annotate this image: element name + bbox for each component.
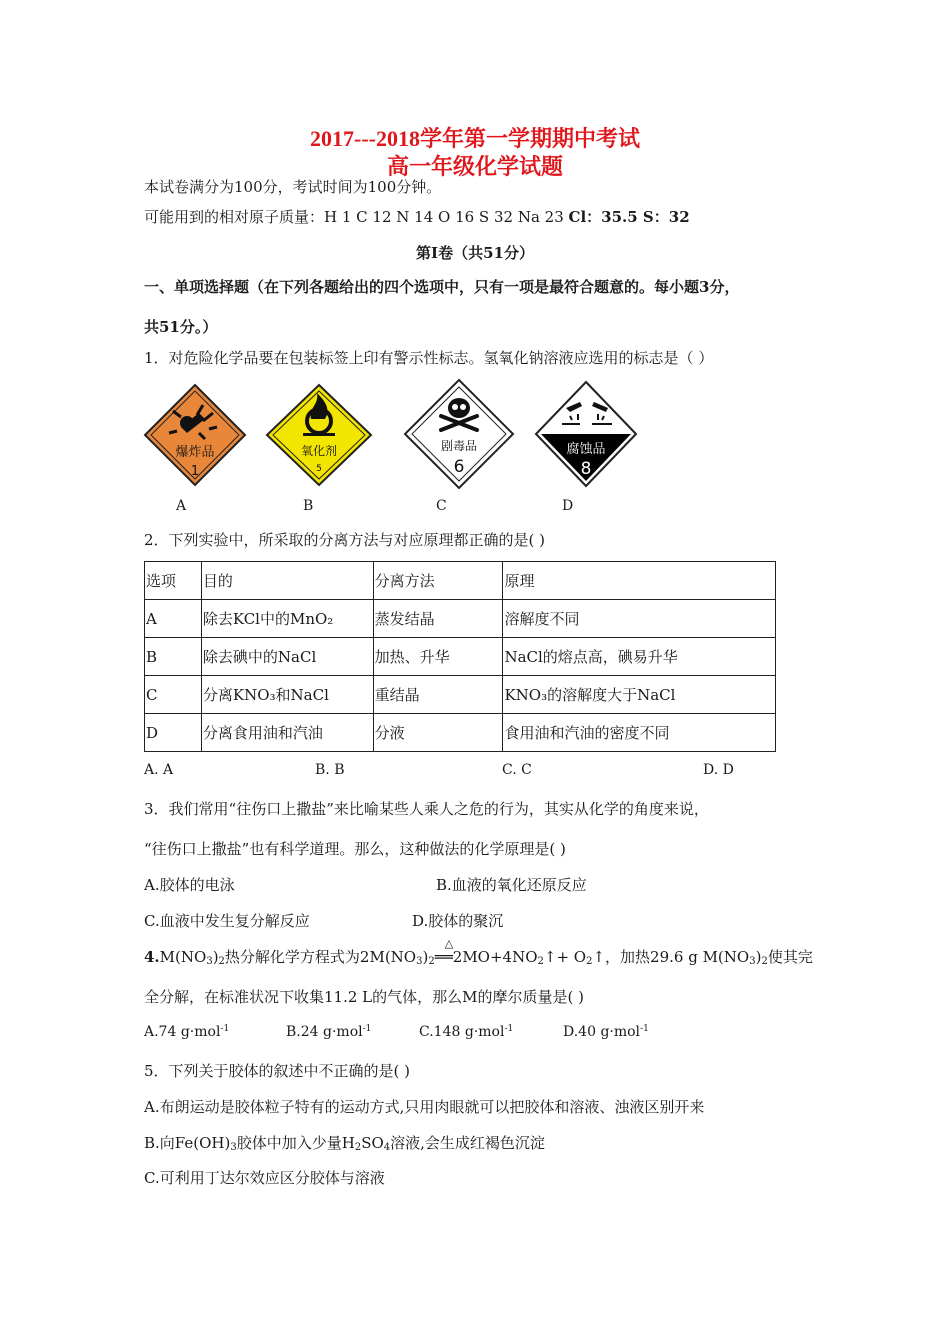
sign-c-number: 6 (453, 457, 465, 477)
table-header-cell: 目的 (201, 562, 373, 600)
q3-option-a: A.胶体的电泳 (144, 876, 235, 894)
table-cell: 除去碘中的NaCl (201, 638, 373, 676)
sign-d-label: 腐蚀品 (566, 442, 606, 457)
sign-a-label: 爆炸品 (175, 445, 215, 460)
q5-option-c: C.可利用丁达尔效应区分胶体与溶液 (144, 1169, 385, 1187)
q4-option-c: C.148 g·mol$^{-1}$ (419, 1024, 514, 1040)
q4-option-d-text: D.40 g·mol (563, 1024, 641, 1040)
question-3-stem-cont: “往伤口上撒盐”也有科学道理。那么，这种做法的化学原理是( ) (144, 840, 566, 858)
table-cell: 加热、升华 (373, 638, 503, 676)
table-header-cell: 原理 (503, 562, 776, 600)
q4-option-d: D.40 g·mol$^{-1}$ (563, 1024, 649, 1040)
table-cell: 分离KNO₃和NaCl (201, 676, 373, 714)
table-cell: KNO₃的溶解度大于NaCl (503, 676, 776, 714)
separation-table (144, 561, 776, 752)
sign-d-letter: D (562, 498, 574, 514)
q3-option-d: D.胶体的聚沉 (412, 912, 504, 930)
sign-b-letter: B (303, 498, 314, 514)
table-row (145, 638, 776, 676)
sign-b-label: 氧化剂 (300, 444, 338, 458)
hazard-sign-corrosive (534, 380, 638, 492)
q2-option-a: A. A (144, 762, 174, 778)
table-cell: A (145, 600, 202, 638)
table-cell: 重结晶 (373, 676, 503, 714)
q2-option-c: C. C (502, 762, 532, 778)
table-cell: 食用油和汽油的密度不同 (503, 714, 776, 752)
table-cell: 溶解度不同 (503, 600, 776, 638)
table-cell: 分液 (373, 714, 503, 752)
question-3-stem: 3．我们常用“往伤口上撒盐”来比喻某些人乘人之危的行为，其实从化学的角度来说， (144, 800, 709, 818)
q2-option-b: B. B (315, 762, 345, 778)
hazard-sign-explosive (143, 383, 247, 491)
question-4-stem-cont: 全分解，在标准状况下收集11.2 L的气体，那么M的摩尔质量是( ) (144, 988, 584, 1006)
table-row (145, 714, 776, 752)
table-header-row (145, 562, 776, 600)
table-cell: C (145, 676, 202, 714)
atomic-mass-text: 可能用到的相对原子质量：H 1 C 12 N 14 O 16 S 32 Na 23 (144, 208, 569, 226)
q3-option-c: C.血液中发生复分解反应 (144, 912, 310, 930)
q4-number: 4. (144, 948, 160, 966)
exam-subtitle: 高一年级化学试题 (386, 154, 563, 179)
section-heading-cont: 共51分。） (144, 318, 218, 336)
table-cell: D (145, 714, 202, 752)
question-4-stem: $4.M(NO_3)_2$热分解化学方程式为$2M(NO_3)_2$ △ $══2MO+4NO_2↑+$ $O_2↑$，加热29.6 g $M(NO_3)_2$使其完 (144, 937, 813, 967)
table-cell: B (145, 638, 202, 676)
question-1-stem: 1．对危险化学品要在包装标签上印有警示性标志。氢氧化钠溶液应选用的标志是（ ） (144, 349, 714, 367)
question-5-stem: 5．下列关于胶体的叙述中不正确的是( ) (144, 1062, 411, 1080)
sign-a-number: 1 (190, 464, 200, 479)
q4-option-c-text: C.148 g·mol (419, 1024, 505, 1040)
hazard-sign-toxic (403, 378, 515, 494)
sign-b-number: 5 (316, 464, 322, 474)
sign-c-label: 剧毒品 (440, 439, 478, 453)
q4-option-a: A.74 g·mol$^{-1}$ (144, 1024, 230, 1040)
atomic-mass-bold: Cl：35.5 S：32 (568, 208, 690, 226)
q4-option-a-text: A.74 g·mol (144, 1024, 221, 1040)
heat-condition-icon: △ ══ (434, 937, 454, 966)
table-cell: 除去KCl中的MnO₂ (201, 600, 373, 638)
question-2-stem: 2．下列实验中，所采取的分离方法与对应原理都正确的是( ) (144, 531, 546, 549)
hazard-sign-oxidizer (265, 383, 373, 491)
q3-option-b: B.血液的氧化还原反应 (436, 876, 587, 894)
table-header-cell: 选项 (145, 562, 202, 600)
table-row (145, 600, 776, 638)
table-row (145, 676, 776, 714)
q4-option-b-text: B.24 g·mol (286, 1024, 363, 1040)
exam-title: 2017---2018学年第一学期期中考试 (310, 126, 640, 151)
atomic-mass-line (144, 206, 690, 227)
exam-info: 本试卷满分为100分，考试时间为100分钟。 (144, 178, 442, 196)
part-title: 第Ⅰ卷（共51分） (416, 244, 534, 262)
sign-d-number: 8 (580, 459, 592, 479)
table-header-cell: 分离方法 (373, 562, 503, 600)
sign-c-letter: C (436, 498, 447, 514)
table-cell: NaCl的熔点高，碘易升华 (503, 638, 776, 676)
q5-option-b: B.向$Fe(OH)_3$胶体中加入少量$H_2SO_4$溶液,会生成红褐色沉淀 (144, 1134, 545, 1153)
table-cell: 分离食用油和汽油 (201, 714, 373, 752)
sign-a-letter: A (176, 498, 187, 514)
q2-option-d: D. D (703, 762, 734, 778)
q5-option-a: A.布朗运动是胶体粒子特有的运动方式,只用肉眼就可以把胶体和溶液、浊液区别开来 (144, 1098, 705, 1116)
table-cell: 蒸发结晶 (373, 600, 503, 638)
q4-option-b: B.24 g·mol$^{-1}$ (286, 1024, 372, 1040)
section-heading: 一、单项选择题（在下列各题给出的四个选项中，只有一项是最符合题意的。每小题3分， (144, 278, 740, 296)
